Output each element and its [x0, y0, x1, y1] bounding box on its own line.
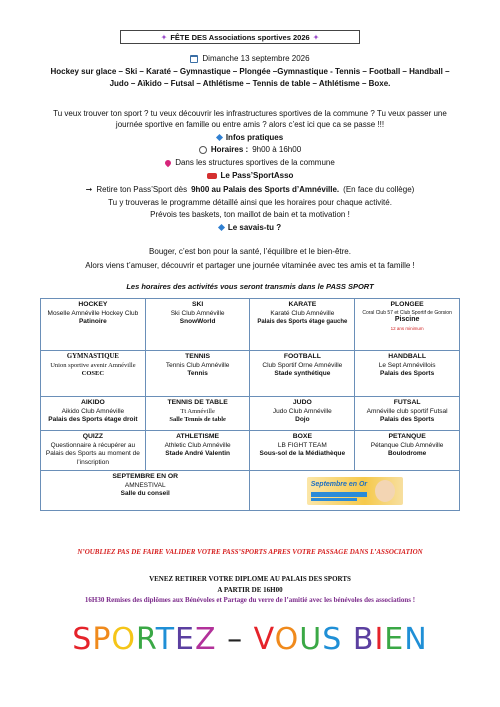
activity-cell: PETANQUE Pétanque Club Amnéville Boulodrome	[355, 431, 460, 471]
retire-bold: 9h00 au Palais des Sports d’Amnéville.	[191, 185, 340, 194]
activity-cell: AIKIDO Aikido Club Amnéville Palais des Sports étage droit	[41, 397, 146, 431]
retire-post: (En face du collège)	[343, 185, 415, 194]
event-date: Dimanche 13 septembre 2026	[202, 54, 310, 63]
prevois-line: Prévois tes baskets, ton maillot de bain et ta motivation !	[150, 210, 350, 219]
activity-cell: FOOTBALL Club Sportif Orne Amnéville Stade synthétique	[250, 351, 355, 397]
diplome-line-1: VENEZ RETIRER VOTRE DIPLOME AU PALAIS DES SPORTS	[149, 575, 351, 583]
slogan-letter: O	[111, 622, 137, 657]
activity-cell: TENNIS Tennis Club Amnéville Tennis	[145, 351, 250, 397]
horaires-label: Horaires :	[210, 145, 249, 154]
savais-line-1: Bouger, c’est bon pour la santé, l’équilibre et le bien-être.	[149, 247, 351, 256]
activity-cell: TENNIS DE TABLE Tt Amnéville Salle Tennis de table	[145, 397, 250, 431]
slogan-letter: –	[227, 622, 244, 657]
activity-cell: JUDO Judo Club Amnéville Dojo	[250, 397, 355, 431]
slogan-letter: R	[136, 622, 156, 657]
intro-question: Tu veux trouver ton sport ? tu veux découvrir les infrastructures sportives de la commune ? Tu veux passer une journée sportive en famille ou entre amis ? alors c’est ici que ca se passe !!!	[53, 109, 447, 129]
diamond-icon	[218, 224, 225, 231]
slogan-letter: B	[352, 622, 375, 657]
slogan-letter	[217, 622, 228, 657]
table-row	[41, 299, 460, 351]
activity-cell: KARATE Karaté Club Amnéville Palais des Sports étage gauche	[250, 299, 355, 351]
pin-icon	[164, 158, 172, 166]
diamond-icon	[216, 134, 223, 141]
slogan-letter: E	[175, 622, 195, 657]
slogan-letter: Z	[195, 622, 217, 657]
table-row	[41, 351, 460, 397]
savais-title: Le savais-tu ?	[227, 223, 282, 232]
activity-cell: SEPTEMBRE EN OR AMNESTIVAL Salle du conseil	[41, 471, 250, 511]
horaires-title: Les horaires des activités vous seront transmis dans le PASS SPORT	[126, 282, 374, 291]
slogan-letter: O	[274, 622, 300, 657]
title-box	[120, 30, 360, 44]
child-photo	[375, 480, 395, 502]
clock-icon	[199, 146, 207, 154]
slogan-letter	[243, 622, 254, 657]
activity-cell: HANDBALL Le Sept Amnévillois Palais des Sports	[355, 351, 460, 397]
table-row	[41, 431, 460, 471]
page-title: FÊTE DES Associations sportives 2026	[170, 32, 310, 42]
retire-line	[0, 185, 500, 194]
table-row	[41, 397, 460, 431]
activity-cell: ATHLETISME Athletic Club Amnéville Stade André Valentin	[145, 431, 250, 471]
table-row	[41, 471, 460, 511]
party-icon: ✦	[160, 32, 168, 42]
activity-cell: BOXE LB FIGHT TEAM Sous-sol de la Médiathèque	[250, 431, 355, 471]
infos-title-line	[0, 133, 500, 142]
horaires-value: 9h00 à 16h00	[252, 145, 302, 154]
passport-title: Le Pass’SportAsso	[220, 171, 294, 180]
slogan-letter: E	[384, 622, 405, 657]
date-line	[0, 54, 500, 63]
savais-line-2: Alors viens t’amuser, découvrir et partager une journée vitaminée avec tes amis et ta famille !	[85, 261, 415, 270]
activity-cell: QUIZZ Questionnaire à récupérer au Palais des Sports au moment de l’inscription	[41, 431, 146, 471]
passport-line	[0, 171, 500, 180]
slogan-letter	[342, 622, 353, 657]
slogan-letter: S	[322, 622, 343, 657]
activity-cell: GYMNASTIQUE Union sportive avenir Amnéville COSEC	[41, 351, 146, 397]
banner-stripe	[311, 498, 357, 501]
activity-cell: PLONGEE Coral Club 57 et Club Sportif de Gorsion Piscine 12 ans minimum	[355, 299, 460, 351]
slogan-letter: N	[404, 622, 428, 657]
calendar-icon	[190, 55, 198, 63]
septembre-en-or-banner: Septembre en Or	[307, 477, 403, 505]
slogan-letter: T	[155, 622, 176, 657]
banner-cell	[250, 471, 460, 511]
lieu-line	[0, 158, 500, 167]
slogan-letter: V	[253, 622, 275, 657]
retire-pre: Retire ton Pass’Sport dès	[96, 185, 188, 194]
slogan-letter: P	[92, 622, 112, 657]
diplome-line-2: A PARTIR DE 16H00	[217, 586, 283, 594]
party-icon: ✦	[312, 32, 320, 42]
slogan	[0, 622, 500, 657]
programme-line: Tu y trouveras le programme détaillé ainsi que les horaires pour chaque activité.	[108, 198, 392, 207]
infos-title: Infos pratiques	[225, 133, 284, 142]
savais-title-line	[0, 223, 500, 232]
activities-table	[40, 298, 460, 511]
activity-cell: HOCKEY Moselle Amnéville Hockey Club Patinoire	[41, 299, 146, 351]
validation-note: N’OUBLIEZ PAS DE FAIRE VALIDER VOTRE PASS’SPORTS APRES VOTRE PASSAGE DANS L’ASSOCIATION	[77, 548, 423, 556]
ticket-icon	[207, 173, 217, 179]
horaires-line	[0, 145, 500, 154]
diplome-line-3: 16H30 Remises des diplômes aux Bénévoles et Partage du verre de l’amitié avec les bénévoles des associations !	[84, 596, 416, 604]
slogan-letter: U	[299, 622, 323, 657]
activity-cell: SKI Ski Club Amnéville SnowWorld	[145, 299, 250, 351]
banner-stripe	[311, 492, 367, 497]
slogan-letter: S	[72, 622, 93, 657]
arrow-icon: ➞	[85, 185, 93, 194]
lieu-text: Dans les structures sportives de la commune	[175, 158, 335, 167]
activity-cell: FUTSAL Amnéville club sportif Futsal Palais des Sports	[355, 397, 460, 431]
sports-list: Hockey sur glace – Ski – Karaté – Gymnastique – Plongée –Gymnastique - Tennis – Football – Handball – Judo – Aïkido – Futsal – Athlétisme – Tennis de table – Athlétisme – Boxe.	[50, 67, 450, 88]
slogan-letter: I	[374, 622, 385, 657]
